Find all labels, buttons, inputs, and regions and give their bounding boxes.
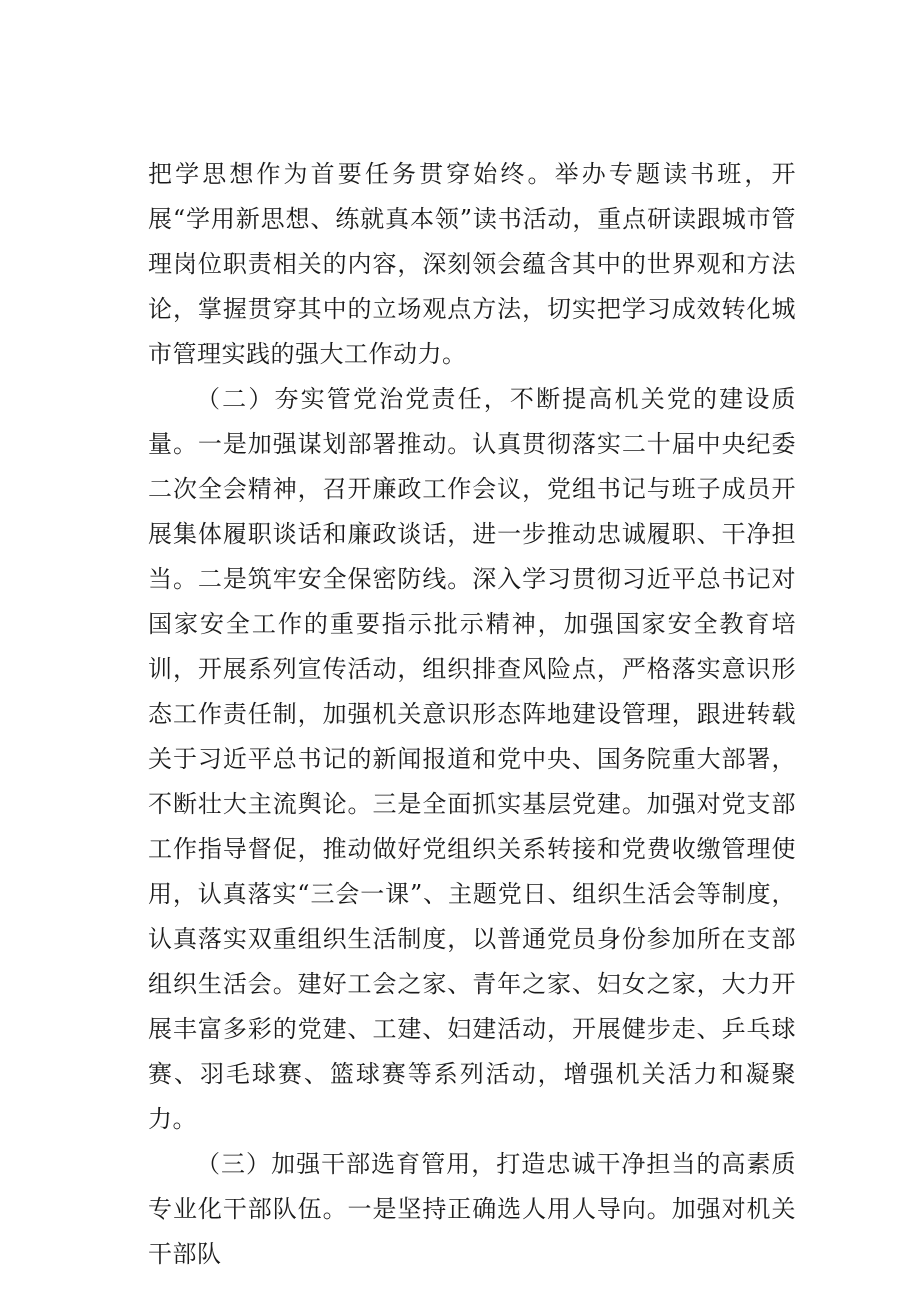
paragraph-cadre-selection: （三）加强干部选育管用，打造忠诚干净担当的高素质专业化干部队伍。一是坚持正确选人用人导向。加强对机关干部队 [148,1150,796,1268]
paragraph-party-responsibility: （二）夯实管党治党责任，不断提高机关党的建设质量。一是加强谋划部署推动。认真贯彻落实二十届中央纪委二次全会精神，召开廉政工作会议，党组书记与班子成员开展集体履职谈话和廉政谈话，进一步推动忠诚履职、干净担当。二是筑牢安全保密防线。深入学习贯彻习近平总书记对国家安全工作的重要指示批示精神，加强国家安全教育培训，开展系列宣传活动，组织排查风险点，严格落实意识形态工作责任制，加强机关意识形态阵地建设管理，跟进转载关于习近平总书记的新闻报道和党中央、国务院重大部署，不断壮大主流舆论。三是全面抓实基层党建。加强对党支部工作指导督促，推动做好党组织关系转接和党费收缴管理使用，认真落实“三会一课”、主题党日、组织生活会等制度，认真落实双重组织生活制度，以普通党员身份参加所在支部组织生活会。建好工会之家、青年之家、妇女之家，大力开展丰富多彩的党建、工建、妇建活动，开展健步走、乒乓球赛、羽毛球赛、篮球赛等系列活动，增强机关活力和凝聚力。 [148,385,796,1133]
paragraph-study-thought: 把学思想作为首要任务贯穿始终。举办专题读书班，开展“学用新思想、练就真本领”读书活动，重点研读跟城市管理岗位职责相关的内容，深刻领会蕴含其中的世界观和方法论，掌握贯穿其中的立场观点方法，切实把学习成效转化城市管理实践的强大工作动力。 [148,160,796,368]
document-body [148,152,796,1277]
